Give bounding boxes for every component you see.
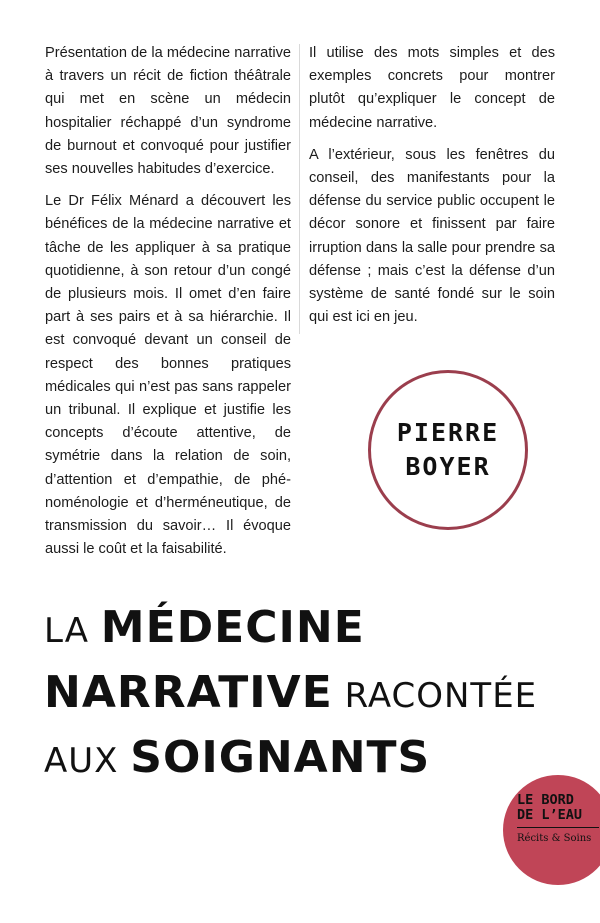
author-last-name: BOYER bbox=[405, 452, 491, 481]
publisher-series: Récits & Soins bbox=[517, 833, 592, 844]
publisher-name-line-1: LE BORD bbox=[517, 792, 574, 808]
publisher-name-line-2: DE L’EAU bbox=[517, 807, 583, 823]
title-line-3 bbox=[44, 730, 584, 795]
blurb-paragraph: Présentation de la médecine narrative à travers un récit de fiction théâtrale qui met en scène un médecin hospitalier réchappé d’un syndrome de burnout et convoqué pour justifier ses nouvelles habitudes d’exercice. bbox=[45, 45, 291, 178]
title-word: NARRATIVE bbox=[44, 667, 333, 718]
title-word: LA bbox=[44, 611, 101, 651]
blurb-paragraph: Il utilise des mots simples et des exemples concrets pour montrer plutôt qu’expliquer le concept de médecine narrative. bbox=[309, 45, 555, 131]
publisher-rule bbox=[517, 827, 599, 828]
column-divider bbox=[299, 44, 300, 334]
title-word: MÉDECINE bbox=[100, 602, 365, 653]
title-word: AUX bbox=[44, 741, 131, 781]
blurb-left-column bbox=[45, 42, 291, 570]
book-title bbox=[44, 600, 584, 795]
publisher-logo bbox=[503, 775, 600, 885]
author-badge bbox=[368, 370, 528, 530]
title-word: RACONTÉE bbox=[332, 676, 538, 716]
blurb-paragraph: Le Dr Félix Ménard a découvert les bénéfices de la médecine narrative et tâche de les appliquer à sa pratique quotidienne, à son retour d’un congé de plusieurs mois. Il omet d’en faire part à ses pairs et à sa hiérarchie. Il est convoqué devant un conseil de respect des bonnes pratiques médicales qui n’est pas sans rappeler un tribunal. Il explique et justifie les concepts d’écoute attentive, de symétrie dans la relation de soin, d’attention et d’empathie, de phénoménologie et d’herméneutique, de transmission du savoir… Il évoque aussi le coût et la faisabilité. bbox=[45, 193, 291, 558]
blurb-paragraph: A l’extérieur, sous les fenêtres du conseil, des manifestants pour la défense du service public occupent le décor sonore et finissent par faire irruption dans la salle pour prendre sa défense ; mais c’est la défense d’un système de santé fondé sur le soin qui est ici en jeu. bbox=[309, 146, 555, 326]
author-first-name: PIERRE bbox=[396, 418, 500, 447]
title-line-1 bbox=[44, 600, 584, 665]
title-line-2 bbox=[44, 665, 584, 730]
title-word: SOIGNANTS bbox=[130, 732, 431, 783]
